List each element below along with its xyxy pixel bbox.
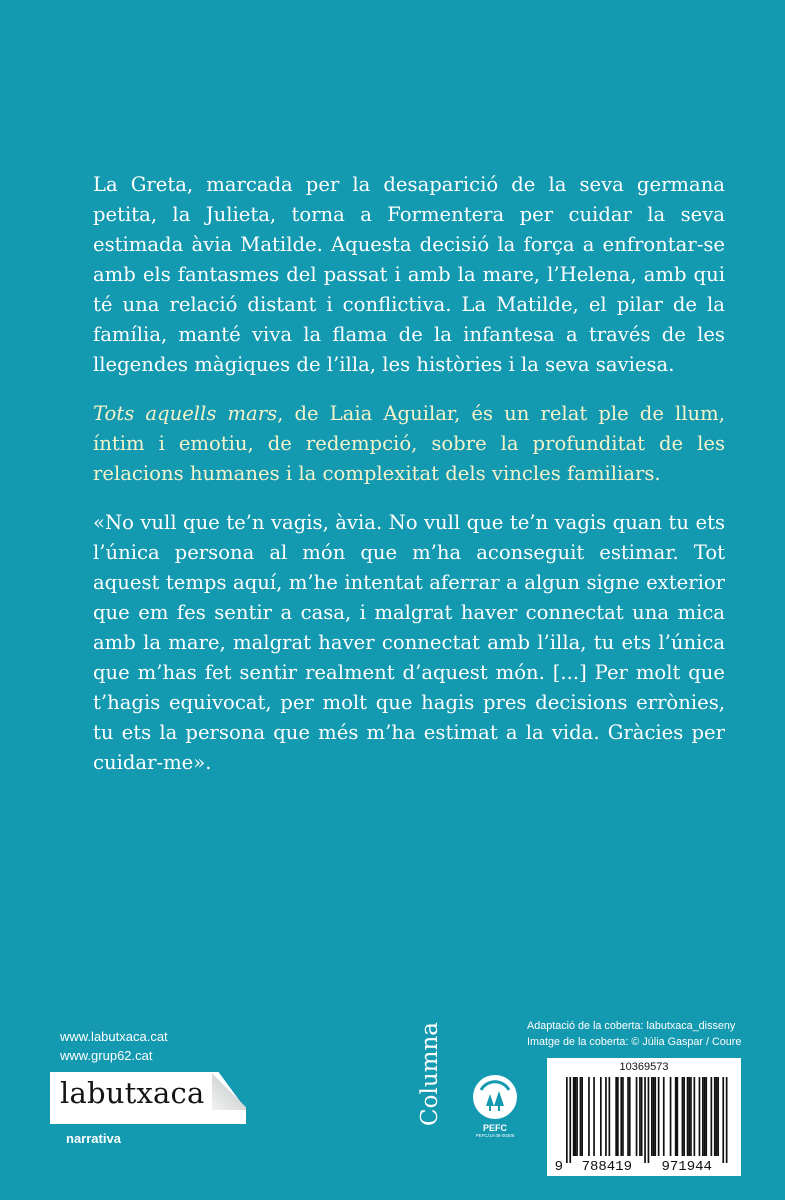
- barcode-bar: [702, 1077, 704, 1156]
- barcode-bar: [609, 1077, 611, 1156]
- barcode-bar: [581, 1077, 583, 1156]
- barcode-bar: [615, 1077, 617, 1156]
- labutxaca-logo: [50, 1072, 246, 1124]
- barcode-bar: [663, 1077, 665, 1156]
- barcode-bar: [569, 1077, 571, 1163]
- review-text: , de Laia Aguilar, és un relat ple de llum, íntim i emotiu, de redempció, sobre la profunditat de les relacions humanes i la complexitat dels vincles familiars.: [93, 402, 725, 485]
- barcode-bar: [705, 1077, 707, 1156]
- pefc-code: PEFC/14-38-00305: [475, 1133, 515, 1138]
- barcode-bar: [588, 1077, 590, 1156]
- barcode-digits-left: 788419: [581, 1159, 633, 1175]
- excerpt-quote: «No vull que te’n vagis, àvia. No vull que te’n vagis quan tu ets l’única persona al món que m’ha aconseguit estimar. Tot aquest temps aquí, m’he intentat aferrar a algun signe exterior que em fes sentir a casa, i malgrat haver connectat una mica amb la mare, malgrat haver connectat amb l’illa, tu ets l’única que m’has fet sentir realment d’aquest món. [...] Per molt que t’hagis equivocat, per molt que hagis pres decisions errònies, tu ets la persona que més m’ha estimat a la vida. Gràcies per cuidar-me».: [93, 511, 725, 774]
- barcode-bar: [566, 1077, 568, 1163]
- barcode-bar: [620, 1077, 622, 1156]
- back-cover-text: [93, 170, 725, 778]
- barcode-bar: [670, 1077, 672, 1156]
- pefc-label: PEFC: [482, 1123, 507, 1133]
- credit-design: Adaptació de la coberta: labutxaca_disseny: [527, 1020, 736, 1032]
- barcode-bar: [636, 1077, 638, 1156]
- credit-image: Imatge de la coberta: © Júlia Gaspar / Coure: [527, 1036, 742, 1048]
- barcode-bar: [688, 1077, 690, 1156]
- review-paragraph: [93, 399, 725, 489]
- cover-credits: [527, 1018, 741, 1050]
- barcode-bar: [573, 1077, 575, 1156]
- publisher-name: Columna: [417, 1022, 443, 1126]
- barcode-bar: [687, 1077, 689, 1156]
- barcode-bar: [675, 1077, 677, 1156]
- synopsis-paragraph: La Greta, marcada per la desaparició de la seva germana petita, la Julieta, torna a Formentera per cuidar la seva estimada àvia Matilde. Aquesta decisió la força a enfrontar-se amb els fantasmes del passat i amb la mare, l’Helena, amb qui té una relació distant i conflictiva. La Matilde, el pilar de la família, manté viva la flama de la infantesa a través de les llegendes màgiques de l’illa, les històries i la seva saviesa.: [93, 173, 725, 376]
- barcode-graphic: [547, 1058, 741, 1176]
- barcode-bar: [617, 1077, 619, 1156]
- barcode-bar: [575, 1077, 577, 1156]
- barcode-bar: [622, 1077, 624, 1156]
- barcode-bar: [726, 1077, 728, 1163]
- barcode-bar: [580, 1077, 582, 1156]
- barcode-bar: [644, 1077, 646, 1163]
- barcode-bar: [717, 1077, 719, 1156]
- barcode-bar: [605, 1077, 607, 1156]
- barcode-reference: 10369573: [619, 1061, 669, 1073]
- barcode-bar: [593, 1077, 595, 1156]
- barcode-bar: [699, 1077, 701, 1156]
- publisher-logo: [413, 1009, 447, 1139]
- barcode-digit-first: 9: [554, 1159, 563, 1175]
- barcode-bar: [658, 1077, 660, 1156]
- website-links: [60, 1027, 168, 1065]
- page-curl-icon: [212, 1072, 246, 1110]
- barcode-bar: [629, 1077, 631, 1156]
- barcode-bar: [716, 1077, 718, 1156]
- barcode-bar: [627, 1077, 629, 1156]
- barcode-bar: [654, 1077, 656, 1156]
- grup62-link[interactable]: www.grup62.cat: [60, 1048, 153, 1063]
- barcode-bar: [653, 1077, 655, 1156]
- barcode-bar: [722, 1077, 724, 1163]
- barcode-bar: [641, 1077, 643, 1156]
- barcode-bar: [711, 1077, 713, 1156]
- barcode-bar: [600, 1077, 602, 1156]
- book-title: Tots aquells mars: [93, 402, 278, 425]
- barcode-bar: [694, 1077, 696, 1156]
- barcode-bar: [651, 1077, 653, 1156]
- barcode-bar: [639, 1077, 641, 1156]
- isbn-barcode: [547, 1058, 741, 1176]
- barcode-bar: [704, 1077, 706, 1156]
- barcode-bar: [714, 1077, 716, 1156]
- logo-wordmark: labutxaca: [60, 1076, 205, 1110]
- barcode-bar: [690, 1077, 692, 1156]
- collection-label: narrativa: [66, 1131, 121, 1146]
- barcode-bar: [682, 1077, 684, 1156]
- pefc-tree-icon: [472, 1074, 518, 1120]
- barcode-bar: [648, 1077, 650, 1163]
- barcode-bar: [683, 1077, 685, 1156]
- barcode-bar: [576, 1077, 578, 1156]
- labutxaca-link[interactable]: www.labutxaca.cat: [60, 1029, 168, 1044]
- barcode-bar: [677, 1077, 679, 1156]
- barcode-digits-right: 971944: [661, 1159, 712, 1175]
- pefc-certification: [470, 1074, 520, 1158]
